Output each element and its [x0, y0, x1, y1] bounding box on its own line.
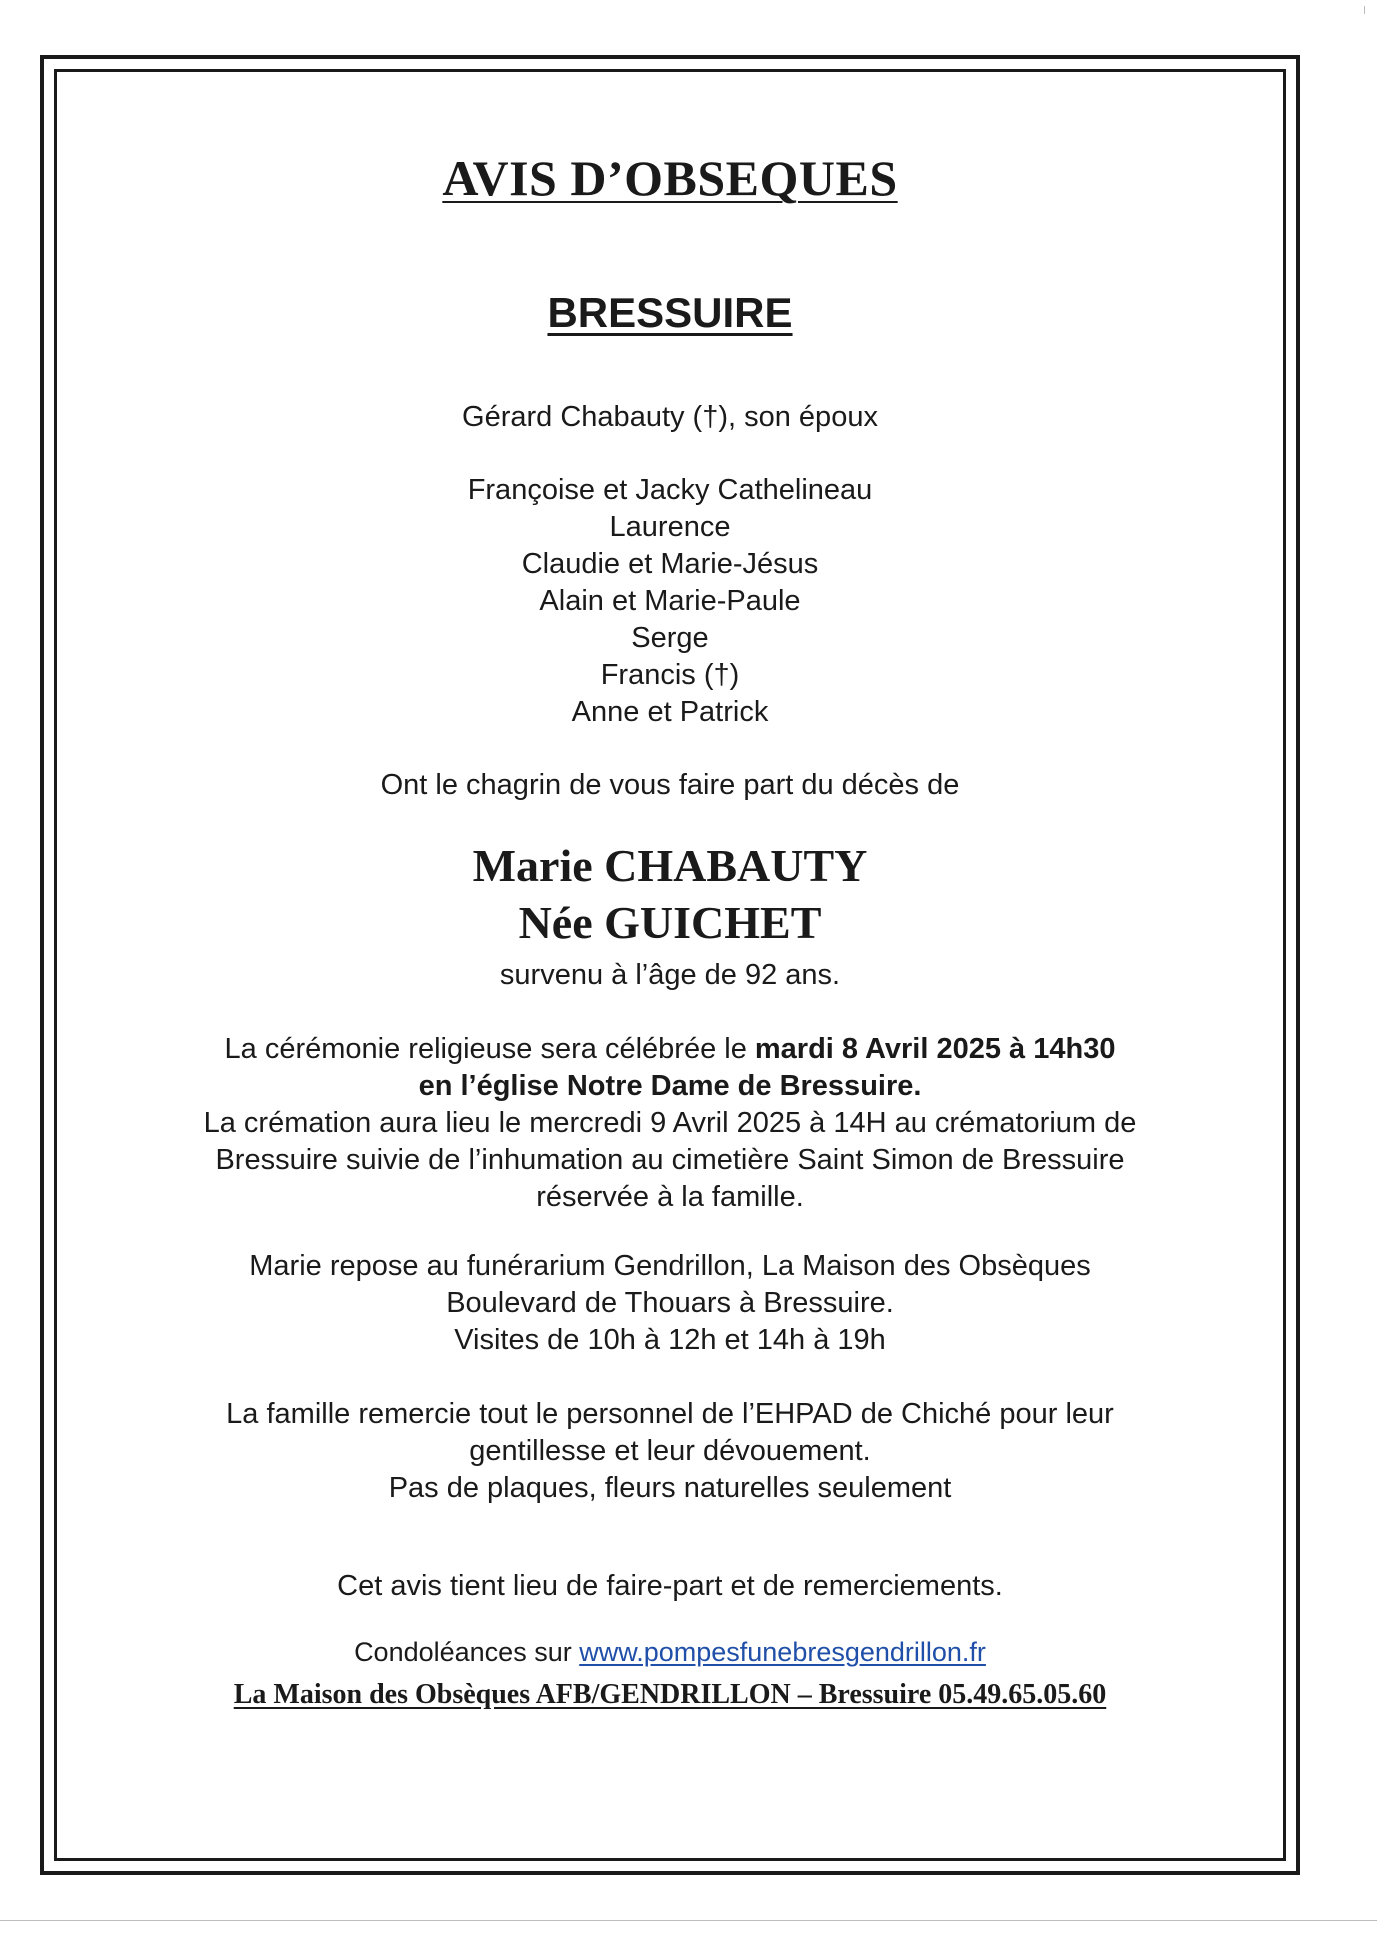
thanks-block — [64, 1396, 1276, 1507]
notice-title: AVIS D’OBSEQUES — [442, 150, 898, 206]
ceremony-block — [64, 1031, 1276, 1216]
cremation-line: La crémation aura lieu le mercredi 9 Avril 2025 à 14H au crématorium de — [203, 1107, 1137, 1139]
thanks-line: La famille remercie tout le personnel de l’EHPAD de Chiché pour leur — [226, 1398, 1114, 1430]
ceremony-place: en l’église Notre Dame de Bressuire. — [418, 1070, 922, 1102]
family-member: Françoise et Jacky Cathelineau — [467, 474, 873, 506]
closing-line: Cet avis tient lieu de faire-part et de remerciements. — [337, 1570, 1003, 1602]
notice-content — [44, 59, 1296, 1871]
condolences-prefix: Condoléances sur — [354, 1637, 580, 1667]
deceased-name: Marie CHABAUTY — [472, 840, 868, 891]
announcement: Ont le chagrin de vous faire part du décès de — [380, 769, 960, 801]
condolences-link[interactable]: www.pompesfunebresgendrillon.fr — [579, 1637, 986, 1667]
ceremony-date: mardi 8 Avril 2025 à 14h30 — [754, 1033, 1116, 1065]
spouse-line: Gérard Chabauty (†), son époux — [462, 401, 878, 433]
thanks-line: gentillesse et leur dévouement. — [469, 1435, 871, 1467]
notice-frame — [40, 55, 1300, 1875]
family-member: Anne et Patrick — [571, 696, 769, 728]
family-member: Serge — [631, 622, 709, 654]
cremation-line: Bressuire suivie de l’inhumation au cimetière Saint Simon de Bressuire — [215, 1144, 1125, 1176]
cremation-line: réservée à la famille. — [536, 1181, 804, 1213]
condolences-line — [44, 1637, 1296, 1668]
rest-block — [64, 1248, 1276, 1359]
family-member: Laurence — [609, 511, 731, 543]
maiden-name: Née GUICHET — [518, 897, 822, 948]
thanks-line: Pas de plaques, fleurs naturelles seulement — [388, 1472, 952, 1504]
family-member: Claudie et Marie-Jésus — [521, 548, 819, 580]
ceremony-intro: La cérémonie religieuse sera célébrée le — [224, 1033, 755, 1065]
age-line: survenu à l’âge de 92 ans. — [499, 959, 841, 991]
ceremony-line — [64, 1031, 1276, 1068]
scan-mark — [1354, 6, 1365, 14]
page-bottom-rule — [0, 1920, 1377, 1921]
family-member: Alain et Marie-Paule — [539, 585, 801, 617]
family-member: Francis (†) — [600, 659, 740, 691]
rest-line: Visites de 10h à 12h et 14h à 19h — [454, 1324, 886, 1356]
family-list — [64, 472, 1276, 731]
notice-city: BRESSUIRE — [547, 289, 793, 336]
rest-line: Boulevard de Thouars à Bressuire. — [446, 1287, 894, 1319]
rest-line: Marie repose au funérarium Gendrillon, La Maison des Obsèques — [249, 1250, 1091, 1282]
funeral-home-footer: La Maison des Obsèques AFB/GENDRILLON – Bressuire 05.49.65.05.60 — [233, 1679, 1107, 1710]
